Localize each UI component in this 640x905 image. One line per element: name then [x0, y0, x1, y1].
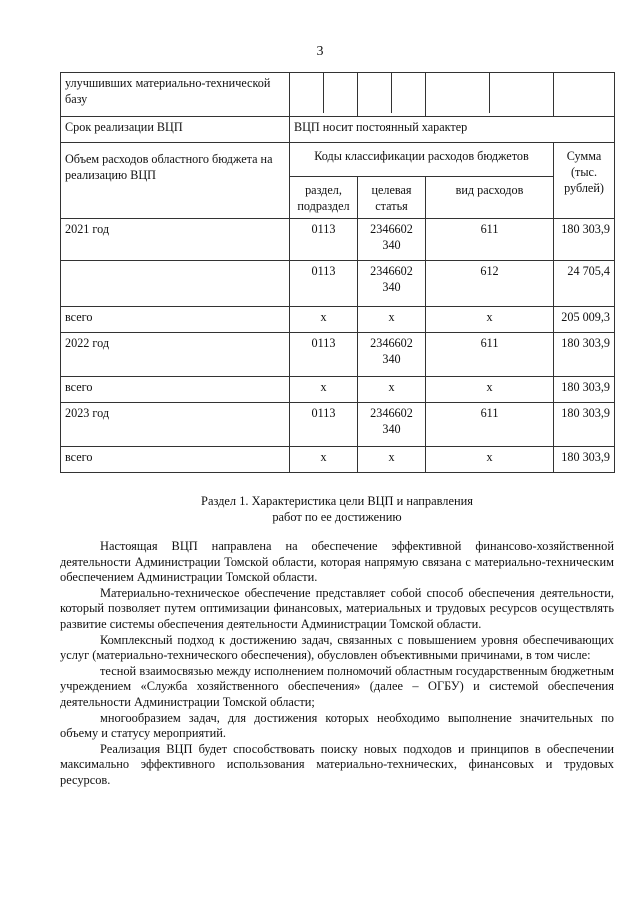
table-row: [61, 219, 615, 261]
type-code: х: [426, 307, 554, 333]
target-code: 2346602 340: [358, 403, 426, 447]
type-code: 611: [426, 219, 554, 261]
paragraph: Комплексный подход к достижению задач, связанных с повышением уровня обеспечивающих услуг (материально-технического обеспечения), обусловлен объективными причинами, в том числе:: [60, 632, 614, 663]
section-code: х: [290, 447, 358, 473]
type-code: 611: [426, 403, 554, 447]
table-row: [61, 333, 615, 377]
table-row: [61, 73, 615, 117]
section-code: х: [290, 377, 358, 403]
paragraph: многообразием задач, для достижения которых необходимо выполнение значительных по объему и статусу мероприятий.: [60, 710, 614, 741]
sum-value: 180 303,9: [554, 377, 615, 403]
table-row: [61, 261, 615, 307]
section-title-line: Раздел 1. Характеристика цели ВЦП и направления: [201, 494, 473, 508]
table-row: [61, 377, 615, 403]
table-row: [61, 447, 615, 473]
row-label: всего: [61, 447, 290, 473]
col-target-header: целевая статья: [358, 177, 426, 219]
paragraph: Реализация ВЦП будет способствовать поиску новых подходов и принципов в обеспечении максимально эффективного использования материально-технических, финансовых и трудовых ресурсов.: [60, 741, 614, 787]
section-code: х: [290, 307, 358, 333]
table-row: [61, 117, 615, 143]
type-code: х: [426, 377, 554, 403]
sum-value: 180 303,9: [554, 333, 615, 377]
type-code: х: [426, 447, 554, 473]
type-code: 611: [426, 333, 554, 377]
row-label: 2023 год: [61, 403, 290, 447]
target-code: 2346602 340: [358, 333, 426, 377]
type-code: 612: [426, 261, 554, 307]
empty-cell: [554, 73, 615, 117]
row-label: 2021 год: [61, 219, 290, 261]
paragraph: Материально-техническое обеспечение представляет собой способ обеспечения деятельности, который позволяет путем оптимизации финансовых, материальных и трудовых ресурсов осуществлять развитие системы обеспечения деятельности Администрации Томской области.: [60, 585, 614, 631]
row-label: Объем расходов областного бюджета на реализацию ВЦП: [61, 143, 290, 219]
section-code: 0113: [290, 261, 358, 307]
sum-value: 24 705,4: [554, 261, 615, 307]
codes-header: Коды классификации расходов бюджетов: [290, 143, 554, 177]
target-code: х: [358, 377, 426, 403]
section-code: 0113: [290, 219, 358, 261]
col-type-header: вид расходов: [426, 177, 554, 219]
body-text: [60, 539, 614, 789]
row-label: всего: [61, 377, 290, 403]
sum-value: 180 303,9: [554, 403, 615, 447]
target-code: х: [358, 307, 426, 333]
row-label: всего: [61, 307, 290, 333]
empty-cell: [290, 73, 358, 117]
row-label: 2022 год: [61, 333, 290, 377]
section-heading: [60, 493, 614, 525]
sum-value: 180 303,9: [554, 219, 615, 261]
section-code: 0113: [290, 333, 358, 377]
row-label: [61, 261, 290, 307]
paragraph: тесной взаимосвязью между исполнением полномочий областным государственным бюджетным учреждением «Служба хозяйственного обеспечения» (далее – ОГБУ) и системой обеспечения деятельности Администрации Томской области;: [60, 663, 614, 709]
row-label: Срок реализации ВЦП: [61, 117, 290, 143]
row-label: улучшивших материально-технической базу: [61, 73, 290, 117]
table-row: [61, 403, 615, 447]
paragraph: Настоящая ВЦП направлена на обеспечение эффективной финансово-хозяйственной деятельности Администрации Томской области, которая напрямую связана с материально-техническим обеспечением Администрации Томской области.: [60, 539, 614, 585]
program-table: [60, 72, 615, 473]
section-title-line: работ по ее достижению: [272, 510, 402, 524]
table-row: [61, 307, 615, 333]
section-code: 0113: [290, 403, 358, 447]
sum-header: Сумма (тыс. рублей): [554, 143, 615, 219]
target-code: х: [358, 447, 426, 473]
sum-value: 205 009,3: [554, 307, 615, 333]
term-value: ВЦП носит постоянный характер: [290, 117, 615, 143]
col-section-header: раздел, подраздел: [290, 177, 358, 219]
target-code: 2346602 340: [358, 219, 426, 261]
target-code: 2346602 340: [358, 261, 426, 307]
table-header-row: [61, 143, 615, 177]
page-number: 3: [316, 44, 324, 59]
sum-value: 180 303,9: [554, 447, 615, 473]
empty-cell: [358, 73, 426, 117]
empty-cell: [426, 73, 554, 117]
